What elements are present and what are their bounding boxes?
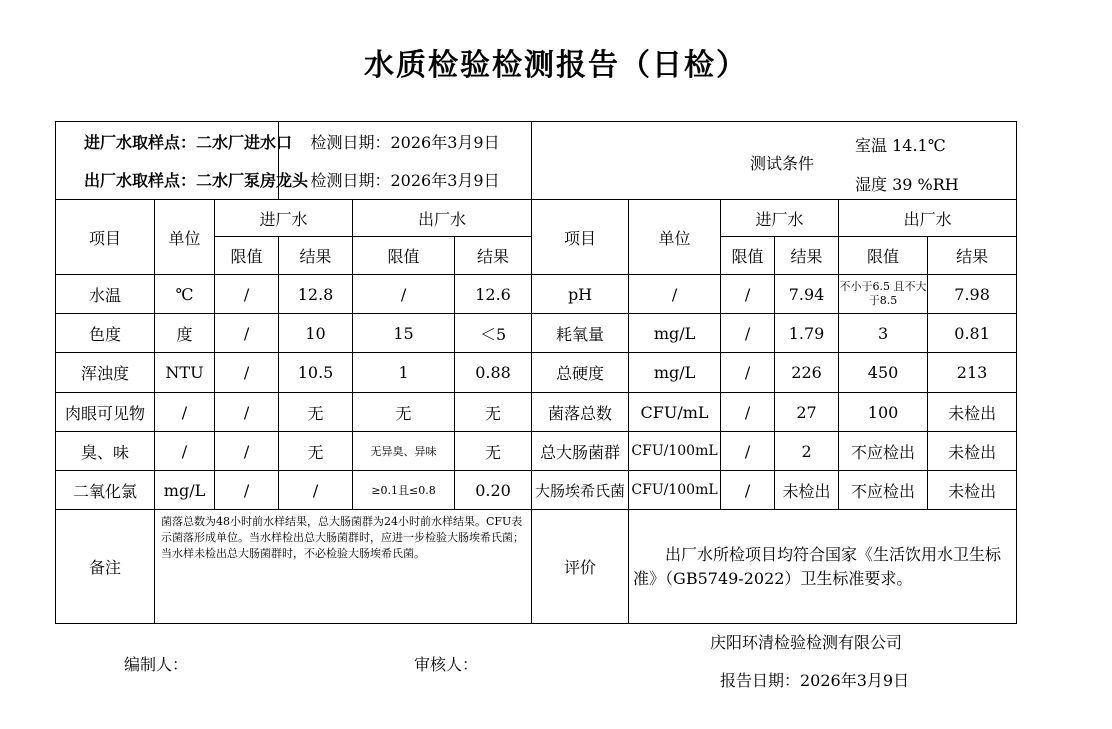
- inlet-result: 无: [279, 432, 353, 471]
- table-row: [56, 471, 1017, 510]
- inlet-result: 1.79: [775, 314, 839, 353]
- col-inlet-right: 进厂水: [721, 200, 839, 237]
- inlet-limit: /: [721, 393, 775, 432]
- inlet-result: 27: [775, 393, 839, 432]
- table-row: [56, 432, 1017, 471]
- col-out-result-left: 结果: [455, 237, 532, 275]
- table-row: [56, 353, 1017, 393]
- inlet-limit: /: [721, 275, 775, 314]
- table-row: [56, 275, 1017, 314]
- item-name: 水温: [56, 275, 155, 314]
- remarks-row: [56, 510, 1017, 624]
- inlet-limit: /: [721, 353, 775, 393]
- item-name: pH: [532, 275, 629, 314]
- item-unit: CFU/100mL: [629, 471, 721, 510]
- item-unit: CFU/mL: [629, 393, 721, 432]
- inlet-limit: /: [215, 314, 279, 353]
- item-unit: NTU: [155, 353, 215, 393]
- item-name: 浑浊度: [56, 353, 155, 393]
- inlet-result: 未检出: [775, 471, 839, 510]
- item-unit: ℃: [155, 275, 215, 314]
- outlet-sample-point: 出厂水取样点：二水厂泵房龙头: [56, 161, 279, 200]
- item-unit: CFU/100mL: [629, 432, 721, 471]
- test-date-1: 检测日期：2026年3月9日: [279, 122, 532, 161]
- col-unit-left: 单位: [155, 200, 215, 275]
- outlet-result: 未检出: [928, 471, 1017, 510]
- item-name: 总硬度: [532, 353, 629, 393]
- outlet-result: 无: [455, 432, 532, 471]
- outlet-result: 7.98: [928, 275, 1017, 314]
- inlet-result: /: [279, 471, 353, 510]
- col-in-limit-right: 限值: [721, 237, 775, 275]
- col-in-limit-left: 限值: [215, 237, 279, 275]
- inlet-limit: /: [215, 275, 279, 314]
- outlet-result: 0.20: [455, 471, 532, 510]
- outlet-result: 0.88: [455, 353, 532, 393]
- item-unit: /: [629, 275, 721, 314]
- inlet-limit: /: [215, 432, 279, 471]
- inlet-result: 无: [279, 393, 353, 432]
- report-date: 报告日期：2026年3月9日: [720, 671, 910, 690]
- outlet-limit: 450: [839, 353, 928, 393]
- remarks-text: 菌落总数为48小时前水样结果，总大肠菌群为24小时前水样结果。CFU表示菌落形成单位。当水样检出总大肠菌群时，应进一步检验大肠埃希氏菌；当水样未检出总大肠菌群时，不必检验大肠埃希氏菌。: [155, 510, 532, 624]
- inlet-result: 10: [279, 314, 353, 353]
- outlet-limit: 1: [353, 353, 455, 393]
- inlet-result: 7.94: [775, 275, 839, 314]
- humidity: 湿度 39 %RH: [855, 175, 959, 194]
- table-row: [56, 393, 1017, 432]
- inlet-limit: /: [215, 471, 279, 510]
- inlet-limit: /: [721, 314, 775, 353]
- col-out-result-right: 结果: [928, 237, 1017, 275]
- item-unit: /: [155, 432, 215, 471]
- remarks-label: 备注: [56, 510, 155, 624]
- outlet-result: 0.81: [928, 314, 1017, 353]
- outlet-limit: 不应检出: [839, 471, 928, 510]
- item-unit: mg/L: [155, 471, 215, 510]
- inlet-result: 12.8: [279, 275, 353, 314]
- outlet-result: 未检出: [928, 393, 1017, 432]
- item-unit: mg/L: [629, 314, 721, 353]
- company-name: 庆阳环清检验检测有限公司: [710, 633, 903, 652]
- inlet-limit: /: [215, 393, 279, 432]
- item-name: 色度: [56, 314, 155, 353]
- outlet-result: 213: [928, 353, 1017, 393]
- inlet-sample-point: 进厂水取样点：二水厂进水口: [56, 122, 279, 161]
- col-out-limit-right: 限值: [839, 237, 928, 275]
- inlet-limit: /: [215, 353, 279, 393]
- report-title: 水质检验检测报告（日检）: [364, 48, 748, 83]
- col-in-result-right: 结果: [775, 237, 839, 275]
- test-conditions-label: 测试条件: [750, 154, 815, 173]
- outlet-limit: ≥0.1且≤0.8: [353, 471, 455, 510]
- reviewer-label: 审核人：: [414, 655, 479, 674]
- inlet-result: 2: [775, 432, 839, 471]
- col-outlet-left: 出厂水: [353, 200, 532, 237]
- outlet-result: ＜5: [455, 314, 532, 353]
- outlet-result: 无: [455, 393, 532, 432]
- inlet-result: 226: [775, 353, 839, 393]
- outlet-limit: /: [353, 275, 455, 314]
- item-name: 二氧化氯: [56, 471, 155, 510]
- outlet-limit: 15: [353, 314, 455, 353]
- item-name: 总大肠菌群: [532, 432, 629, 471]
- col-out-limit-left: 限值: [353, 237, 455, 275]
- col-unit-right: 单位: [629, 200, 721, 275]
- item-unit: /: [155, 393, 215, 432]
- outlet-limit: 100: [839, 393, 928, 432]
- editor-label: 编制人：: [124, 655, 189, 674]
- item-name: 肉眼可见物: [56, 393, 155, 432]
- item-name: 菌落总数: [532, 393, 629, 432]
- evaluation-label: 评价: [532, 510, 629, 624]
- col-inlet-left: 进厂水: [215, 200, 353, 237]
- test-date-2: 检测日期：2026年3月9日: [279, 161, 532, 200]
- item-name: 臭、味: [56, 432, 155, 471]
- outlet-limit: 无: [353, 393, 455, 432]
- inlet-result: 10.5: [279, 353, 353, 393]
- item-name: 大肠埃希氏菌: [532, 471, 629, 510]
- col-outlet-right: 出厂水: [839, 200, 1017, 237]
- outlet-limit: 无异臭、异味: [353, 432, 455, 471]
- evaluation-text: 出厂水所检项目均符合国家《生活饮用水卫生标准》（GB5749-2022）卫生标准要求。: [629, 510, 1017, 624]
- report-table: [55, 121, 1017, 624]
- col-item-right: 项目: [532, 200, 629, 275]
- item-unit: 度: [155, 314, 215, 353]
- table-row: [56, 314, 1017, 353]
- col-in-result-left: 结果: [279, 237, 353, 275]
- item-name: 耗氧量: [532, 314, 629, 353]
- inlet-limit: /: [721, 471, 775, 510]
- outlet-result: 未检出: [928, 432, 1017, 471]
- col-item-left: 项目: [56, 200, 155, 275]
- outlet-limit: 不应检出: [839, 432, 928, 471]
- room-temperature: 室温 14.1℃: [855, 136, 946, 155]
- outlet-limit: 3: [839, 314, 928, 353]
- outlet-limit: 不小于6.5 且不大于8.5: [839, 275, 928, 314]
- outlet-result: 12.6: [455, 275, 532, 314]
- column-header-row-1: [56, 200, 1017, 237]
- inlet-limit: /: [721, 432, 775, 471]
- item-unit: mg/L: [629, 353, 721, 393]
